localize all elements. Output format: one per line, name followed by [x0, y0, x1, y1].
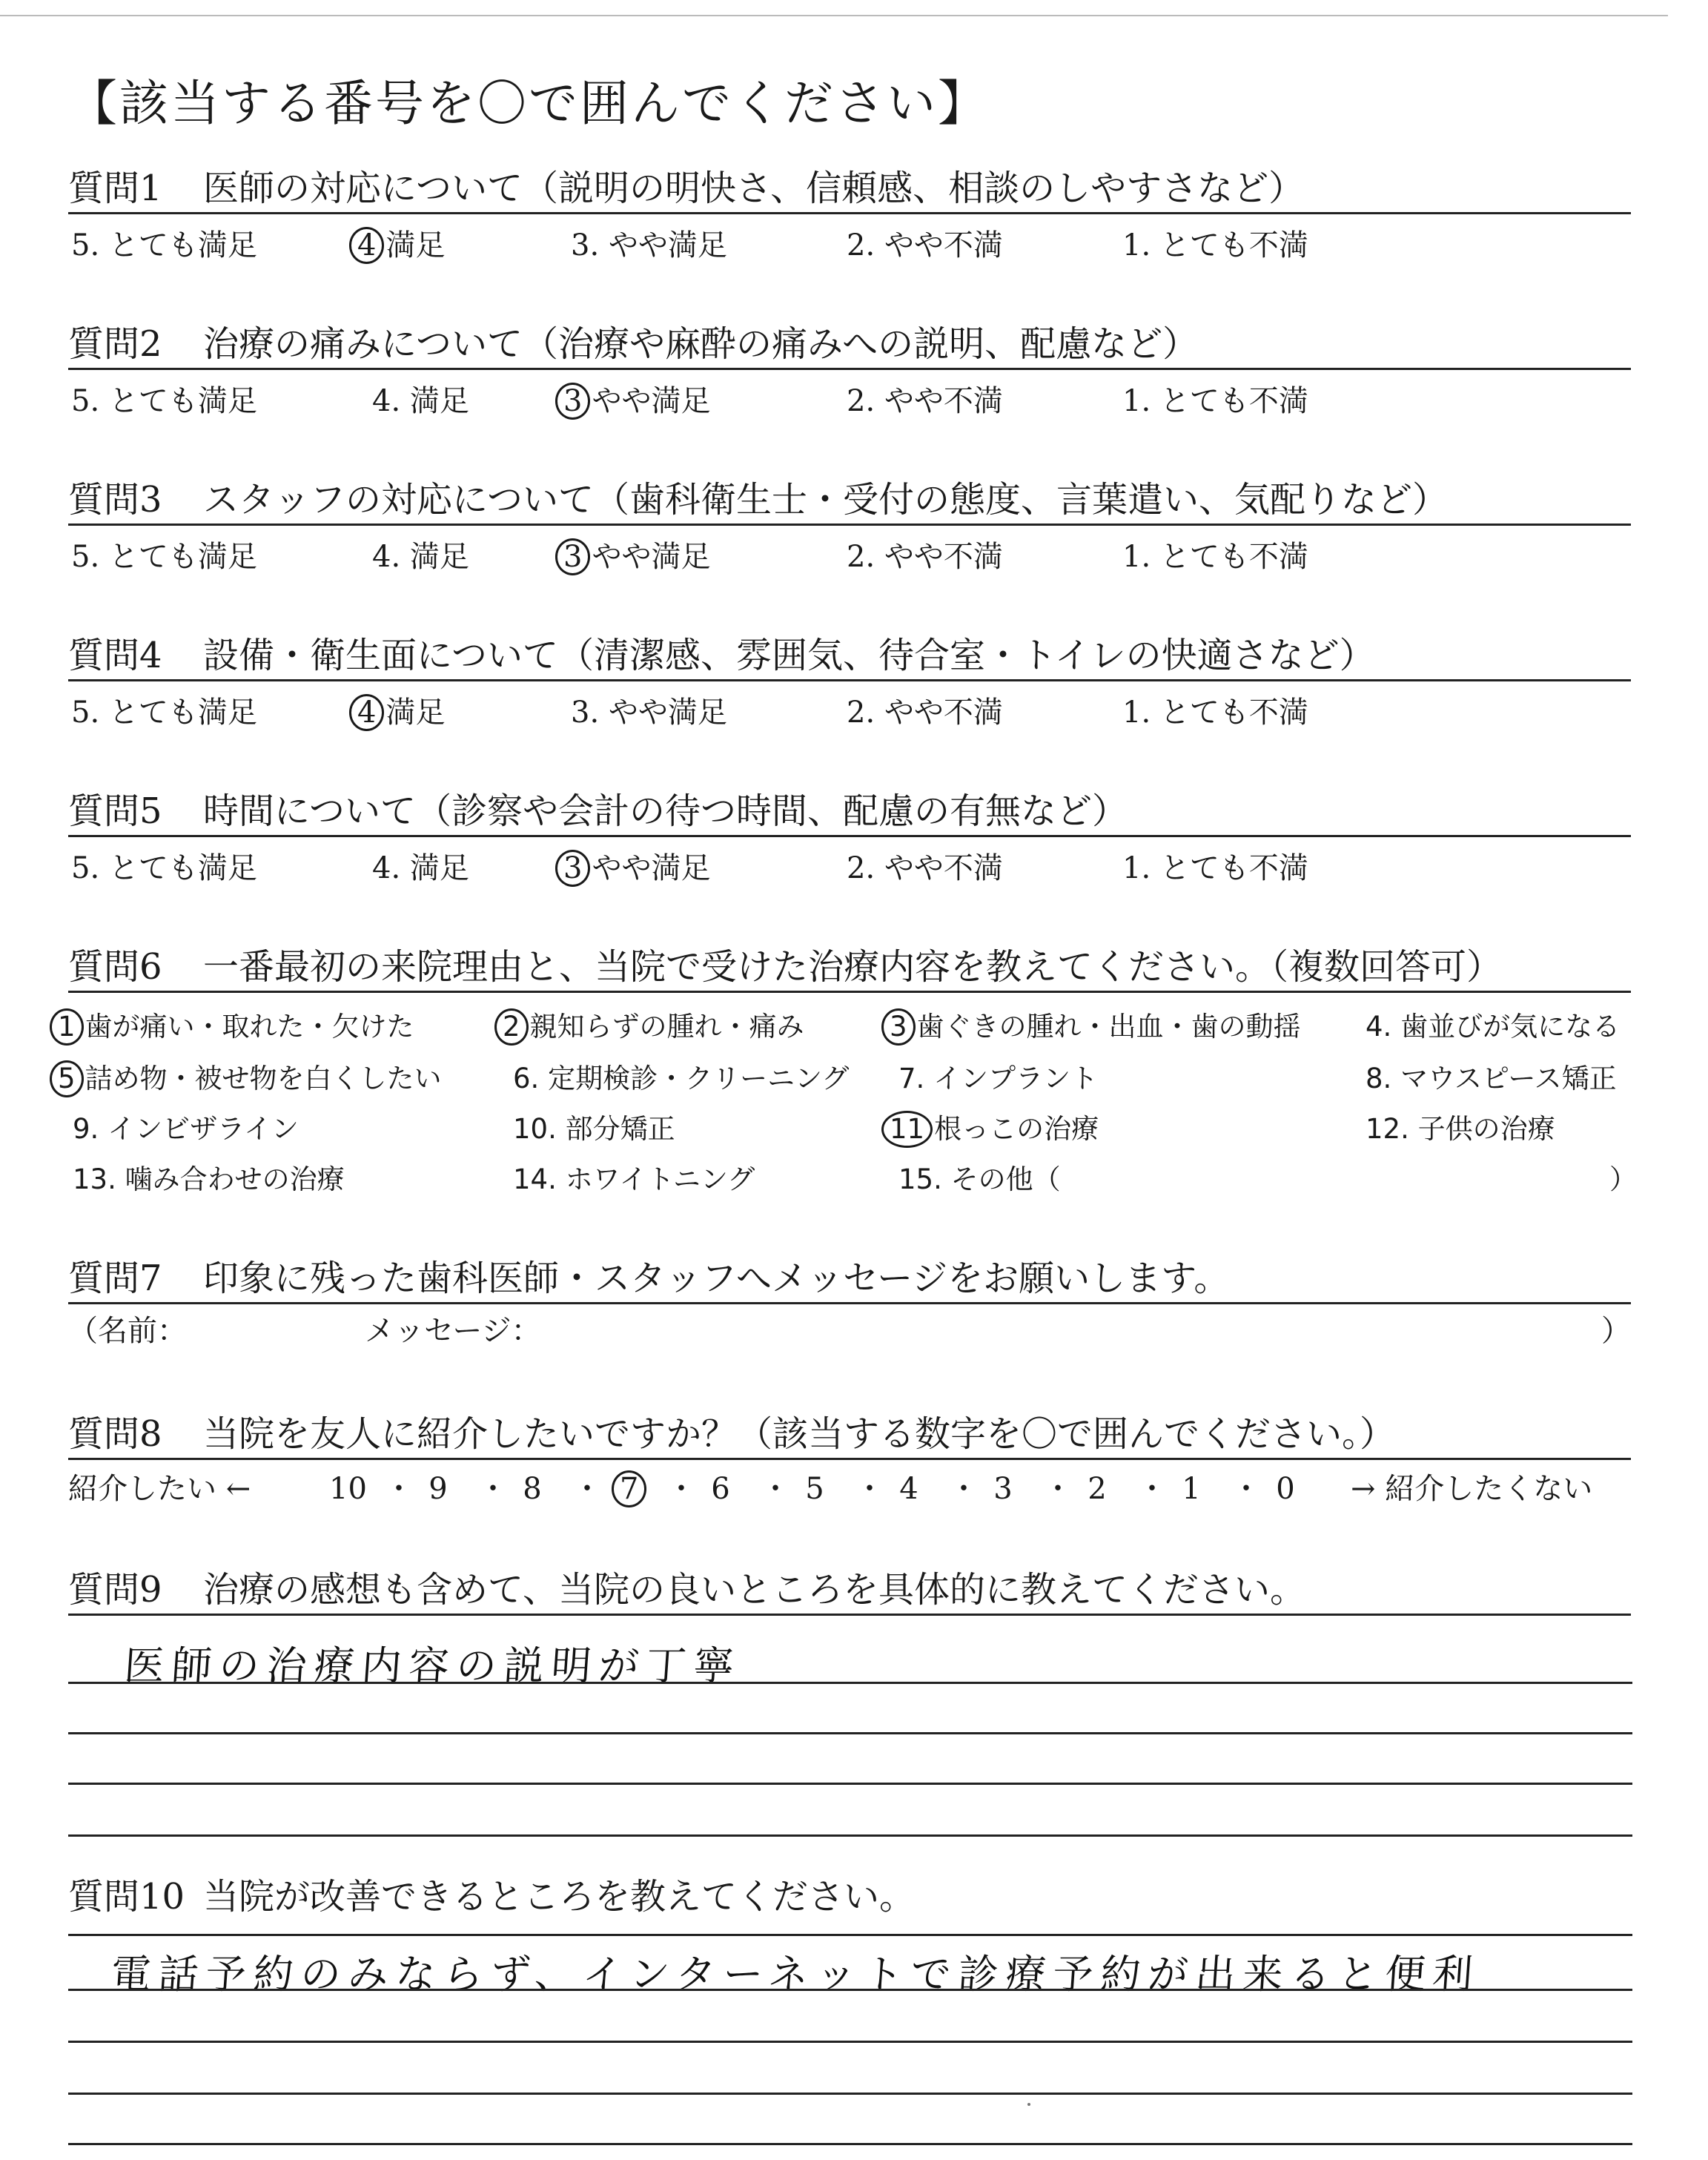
reason-option-4[interactable]: 4. 歯並びが気になる — [1366, 1011, 1621, 1043]
reason-option-14[interactable]: 14. ホワイトニング — [513, 1163, 755, 1195]
option-1[interactable]: 1. とても不満 — [1122, 228, 1308, 262]
question-3-options — [71, 535, 1634, 578]
question-7-fields — [68, 1309, 1631, 1353]
selection-circle: 3 — [555, 383, 590, 420]
scale-separator: ・ — [1043, 1472, 1073, 1506]
scale-number[interactable]: 1 — [1182, 1472, 1201, 1506]
option-4[interactable]: 4. 満足 — [372, 540, 469, 574]
reason-option-15[interactable]: 15. その他（ — [898, 1163, 1061, 1195]
question-label: 質問7 — [68, 1258, 162, 1299]
page-title: 【該当する番号を〇で囲んでください】 — [68, 75, 989, 132]
option-label: ホワイトニング — [565, 1163, 755, 1195]
option-label: 歯が痛い・取れた・欠けた — [85, 1011, 414, 1043]
question-5-options — [71, 847, 1634, 890]
scale-separator: ・ — [1231, 1472, 1261, 1506]
option-label: 親知らずの腫れ・痛み — [529, 1011, 804, 1043]
option-label: マウスピース矯正 — [1400, 1063, 1617, 1094]
question-label: 質問9 — [68, 1569, 162, 1611]
option-2[interactable]: 2. やや不満 — [847, 696, 1003, 730]
question-text: 医師の対応について（説明の明快さ、信頼感、相談のしやすさなど） — [203, 168, 1305, 209]
selection-circle: 11 — [881, 1111, 933, 1148]
option-5[interactable]: 5. とても満足 — [71, 384, 257, 418]
handwritten-answer-q10: 電話予約のみならず、インターネットで診療予約が出来ると便利 — [109, 1951, 1482, 1998]
option-2[interactable]: 2. やや不満 — [847, 851, 1003, 885]
scale-separator: ・ — [478, 1472, 508, 1506]
answer-line — [68, 1682, 1632, 1684]
option-1[interactable]: 1. とても不満 — [1122, 696, 1308, 730]
question-4-options — [71, 691, 1634, 734]
option-label: 満足 — [385, 228, 446, 262]
question-5-header — [68, 787, 1631, 837]
question-6-options-row-3 — [58, 1108, 1637, 1151]
option-label: やや満足 — [592, 384, 711, 418]
reason-option-7[interactable]: 7. インプラント — [898, 1063, 1099, 1094]
option-label: インビザライン — [107, 1113, 299, 1145]
scan-edge-line — [0, 15, 1668, 16]
option-3-selected[interactable] — [563, 847, 710, 890]
option-2[interactable]: 2. やや不満 — [847, 228, 1003, 262]
question-label: 質問1 — [68, 168, 162, 209]
scale-separator: ・ — [572, 1472, 602, 1506]
question-1-header — [68, 165, 1631, 214]
reason-option-12[interactable]: 12. 子供の治療 — [1366, 1113, 1555, 1145]
question-label: 質問5 — [68, 790, 162, 832]
scale-separator: ・ — [855, 1472, 884, 1506]
option-label: やや満足 — [592, 540, 711, 574]
scale-number[interactable]: 10 — [329, 1472, 367, 1506]
option-number: 7 — [898, 1063, 916, 1094]
selection-circle: 3 — [555, 850, 590, 887]
reason-option-9[interactable]: 9. インビザライン — [73, 1113, 299, 1145]
question-text: 時間について（診察や会計の待つ時間、配慮の有無など） — [203, 790, 1128, 832]
answer-line — [68, 1834, 1632, 1837]
option-4-selected[interactable] — [357, 224, 445, 267]
selection-circle: 1 — [50, 1008, 84, 1046]
reason-option-1-selected[interactable] — [58, 1005, 414, 1048]
reason-option-11-selected[interactable] — [890, 1108, 1099, 1151]
option-number: 6 — [513, 1063, 531, 1094]
scale-separator: ・ — [666, 1472, 696, 1506]
option-3-selected[interactable] — [563, 535, 710, 578]
selection-circle: 7 — [612, 1470, 646, 1507]
reason-option-10[interactable]: 10. 部分矯正 — [513, 1113, 675, 1145]
option-label: 噛み合わせの治療 — [125, 1163, 345, 1195]
option-label: その他（ — [950, 1163, 1061, 1195]
scan-speck — [1027, 2103, 1030, 2106]
option-4-selected[interactable] — [357, 691, 445, 734]
question-text: 一番最初の来院理由と、当院で受けた治療内容を教えてください。（複数回答可） — [203, 946, 1503, 988]
option-number: 14 — [513, 1163, 549, 1195]
option-label: 歯ぐきの腫れ・出血・歯の動揺 — [916, 1011, 1301, 1043]
answer-line — [68, 1783, 1632, 1785]
recommend-scale — [68, 1465, 1640, 1513]
selection-circle: 2 — [494, 1008, 529, 1046]
question-label: 質問2 — [68, 323, 162, 365]
scale-left-label: 紹介したい ← — [68, 1472, 251, 1506]
question-4-header — [68, 632, 1631, 681]
question-2-options — [71, 380, 1634, 423]
question-text: スタッフの対応について（歯科衛生士・受付の態度、言葉遣い、気配りなど） — [203, 479, 1449, 521]
selection-circle: 4 — [349, 227, 384, 264]
handwritten-answer-q9: 医師の治療内容の説明が丁寧 — [122, 1642, 743, 1689]
option-4[interactable]: 4. 満足 — [372, 384, 469, 418]
reason-option-6[interactable]: 6. 定期検診・クリーニング — [513, 1063, 850, 1094]
question-text: 設備・衛生面について（清潔感、雰囲気、待合室・トイレの快適さなど） — [203, 635, 1375, 676]
option-number: 9 — [73, 1113, 90, 1145]
question-8-header — [68, 1410, 1631, 1460]
option-1[interactable]: 1. とても不満 — [1122, 384, 1308, 418]
option-label: やや満足 — [592, 851, 711, 885]
option-label: 根っこの治療 — [934, 1113, 1099, 1145]
option-3[interactable]: 3. やや満足 — [571, 228, 727, 262]
reason-option-3-selected[interactable] — [890, 1005, 1301, 1048]
question-text: 治療の感想も含めて、当院の良いところを具体的に教えてください。 — [203, 1569, 1306, 1611]
question-label: 質問3 — [68, 479, 162, 521]
reason-option-5-selected[interactable] — [58, 1057, 442, 1100]
option-label: 詰め物・被せ物を白くしたい — [85, 1063, 442, 1094]
option-number: 15 — [898, 1163, 934, 1195]
scale-number[interactable]: 4 — [899, 1472, 918, 1506]
name-field-label[interactable]: （名前： — [68, 1314, 187, 1348]
answer-line — [68, 2093, 1632, 2095]
option-label: 部分矯正 — [565, 1113, 675, 1145]
question-3-header — [68, 476, 1631, 526]
question-2-header — [68, 320, 1631, 370]
option-label: 歯並びが気になる — [1400, 1011, 1621, 1043]
question-6-header — [68, 943, 1631, 993]
scale-number[interactable]: 2 — [1088, 1472, 1107, 1506]
option-number: 10 — [513, 1113, 549, 1145]
option-1[interactable]: 1. とても不満 — [1122, 851, 1308, 885]
option-label: インプラント — [933, 1063, 1099, 1094]
question-9-header — [68, 1566, 1631, 1616]
question-label: 質問6 — [68, 946, 162, 988]
option-1[interactable]: 1. とても不満 — [1122, 540, 1308, 574]
selection-circle: 5 — [50, 1060, 84, 1097]
option-5[interactable]: 5. とても満足 — [71, 228, 257, 262]
option-label: 子供の治療 — [1417, 1113, 1555, 1145]
scale-number-selected[interactable] — [612, 1465, 641, 1513]
option-number: 12 — [1366, 1113, 1401, 1145]
option-label: 定期検診・クリーニング — [548, 1063, 850, 1094]
option-2[interactable]: 2. やや不満 — [847, 540, 1003, 574]
option-3-selected[interactable] — [563, 380, 710, 423]
option-number: 13 — [73, 1163, 108, 1195]
question-text: 当院を友人に紹介したいですか？（該当する数字を〇で囲んでください。） — [203, 1413, 1396, 1455]
question-text: 印象に残った歯科医師・スタッフへメッセージをお願いします。 — [203, 1258, 1230, 1299]
question-10-header — [68, 1873, 1631, 1920]
question-6-options-row-1 — [58, 1005, 1637, 1048]
option-3[interactable]: 3. やや満足 — [571, 696, 727, 730]
option-label: 満足 — [385, 696, 446, 730]
option-number: 8 — [1366, 1063, 1383, 1094]
option-number: 4 — [1366, 1011, 1383, 1043]
question-6-options-row-4 — [58, 1158, 1637, 1201]
scale-separator: ・ — [949, 1472, 979, 1506]
answer-line — [68, 1934, 1632, 1936]
reason-option-13[interactable]: 13. 噛み合わせの治療 — [73, 1163, 345, 1195]
question-text: 治療の痛みについて（治療や麻酔の痛みへの説明、配慮など） — [203, 323, 1199, 365]
question-label: 質問4 — [68, 635, 162, 676]
question-text: 当院が改善できるところを教えてください。 — [203, 1876, 916, 1918]
scale-number[interactable]: 9 — [428, 1472, 448, 1506]
option-2[interactable]: 2. やや不満 — [847, 384, 1003, 418]
answer-line — [68, 1989, 1632, 1991]
scale-number[interactable]: 0 — [1276, 1472, 1295, 1506]
message-field-label[interactable]: メッセージ： — [365, 1314, 541, 1348]
close-paren: ） — [1601, 1314, 1631, 1348]
option-5[interactable]: 5. とても満足 — [71, 696, 257, 730]
other-close-paren: ） — [1609, 1163, 1637, 1195]
question-1-options — [71, 224, 1634, 267]
selection-circle: 3 — [555, 538, 590, 575]
answer-line — [68, 2143, 1632, 2145]
question-7-header — [68, 1255, 1631, 1304]
scale-right-label: → 紹介したくない — [1351, 1472, 1593, 1506]
scale-number[interactable]: 5 — [805, 1472, 824, 1506]
question-label: 質問8 — [68, 1413, 162, 1455]
option-5[interactable]: 5. とても満足 — [71, 851, 257, 885]
answer-line — [68, 2041, 1632, 2043]
scale-number[interactable]: 3 — [993, 1472, 1013, 1506]
option-5[interactable]: 5. とても満足 — [71, 540, 257, 574]
reason-option-8[interactable]: 8. マウスピース矯正 — [1366, 1063, 1617, 1094]
scale-number[interactable]: 8 — [523, 1472, 542, 1506]
question-6-options-row-2 — [58, 1057, 1637, 1100]
scale-number[interactable]: 6 — [711, 1472, 730, 1506]
reason-option-2-selected[interactable] — [503, 1005, 804, 1048]
scale-separator: ・ — [761, 1472, 790, 1506]
scale-separator: ・ — [1137, 1472, 1167, 1506]
scale-separator: ・ — [384, 1472, 414, 1506]
option-4[interactable]: 4. 満足 — [372, 851, 469, 885]
answer-line — [68, 1732, 1632, 1734]
selection-circle: 3 — [881, 1008, 916, 1046]
selection-circle: 4 — [349, 694, 384, 731]
question-label: 質問10 — [68, 1876, 185, 1918]
